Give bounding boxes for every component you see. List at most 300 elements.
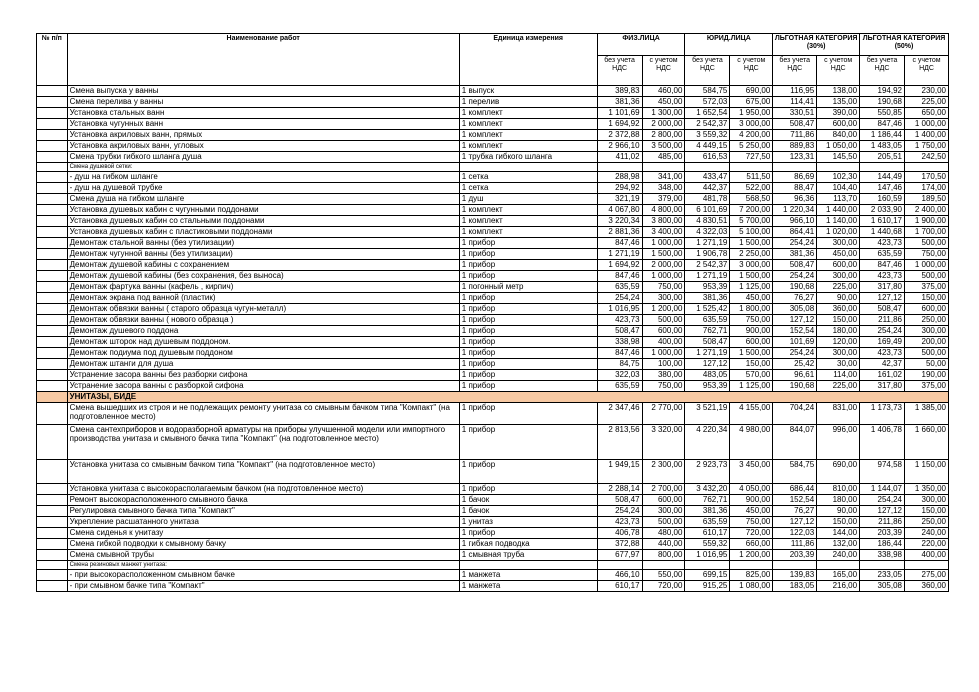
price-cell: 300,00 — [817, 238, 860, 249]
price-cell: 254,24 — [860, 495, 905, 506]
unit-cell: 1 комплект — [459, 130, 597, 141]
price-cell: 254,24 — [773, 348, 817, 359]
price-cell: 1 050,00 — [817, 141, 860, 152]
note-row — [37, 561, 949, 570]
price-cell: 442,37 — [685, 183, 730, 194]
note-text: Смена резиновых манжет унитаза: — [67, 561, 459, 570]
price-cell: 1 350,00 — [905, 484, 949, 495]
price-cell: 150,00 — [905, 506, 949, 517]
price-cell: 322,03 — [597, 370, 642, 381]
price-cell: 250,00 — [905, 517, 949, 528]
work-name: Демонтаж подиума под душевым поддоном — [67, 348, 459, 359]
unit-cell: 1 манжета — [459, 570, 597, 581]
unit-cell: 1 смывная труба — [459, 550, 597, 561]
price-cell: 86,69 — [773, 172, 817, 183]
price-cell: 1 125,00 — [730, 282, 773, 293]
price-cell: 180,00 — [817, 495, 860, 506]
table-row — [37, 539, 949, 550]
price-cell: 381,36 — [685, 293, 730, 304]
price-cell: 2 000,00 — [642, 119, 685, 130]
price-cell: 211,86 — [860, 315, 905, 326]
price-cell: 100,00 — [642, 359, 685, 370]
price-cell: 3 500,00 — [642, 141, 685, 152]
price-cell: 699,15 — [685, 570, 730, 581]
row-number — [37, 539, 68, 550]
price-cell: 7 200,00 — [730, 205, 773, 216]
unit-cell: 1 комплект — [459, 205, 597, 216]
price-cell: 135,00 — [817, 97, 860, 108]
header-without-vat: без учета НДС — [860, 56, 905, 86]
unit-cell: 1 прибор — [459, 260, 597, 271]
price-cell: 3 800,00 — [642, 216, 685, 227]
table-row — [37, 581, 949, 592]
price-cell: 1 906,78 — [685, 249, 730, 260]
price-cell: 1 200,00 — [730, 550, 773, 561]
price-cell: 4 220,34 — [685, 425, 730, 460]
unit-cell: 1 сетка — [459, 183, 597, 194]
work-name: Демонтаж фартука ванны (кафель , кирпич) — [67, 282, 459, 293]
price-cell: 450,00 — [730, 506, 773, 517]
price-cell: 5 700,00 — [730, 216, 773, 227]
work-name: - душ на гибком шланге — [67, 172, 459, 183]
price-cell: 675,00 — [730, 97, 773, 108]
price-cell: 127,12 — [773, 315, 817, 326]
empty-cell — [642, 561, 685, 570]
price-cell: 225,00 — [905, 97, 949, 108]
unit-cell: 1 комплект — [459, 216, 597, 227]
price-cell: 1 610,17 — [860, 216, 905, 227]
table-row — [37, 141, 949, 152]
price-cell: 380,00 — [642, 370, 685, 381]
header-no: № п/п — [37, 34, 68, 86]
price-cell: 4 050,00 — [730, 484, 773, 495]
work-name: Устранение засора ванны с разборкой сифона — [67, 381, 459, 392]
price-cell: 152,54 — [773, 326, 817, 337]
price-cell: 450,00 — [817, 249, 860, 260]
price-cell: 4 830,51 — [685, 216, 730, 227]
price-cell: 174,00 — [905, 183, 949, 194]
row-number — [37, 370, 68, 381]
empty-cell — [817, 561, 860, 570]
table-row — [37, 97, 949, 108]
price-cell: 4 155,00 — [730, 403, 773, 425]
table-row — [37, 550, 949, 561]
unit-cell: 1 прибор — [459, 326, 597, 337]
work-name: Смена сиденья к унитазу — [67, 528, 459, 539]
price-cell: 254,24 — [597, 506, 642, 517]
row-number — [37, 550, 68, 561]
price-cell: 2 700,00 — [642, 484, 685, 495]
price-cell: 4 067,80 — [597, 205, 642, 216]
price-cell: 127,12 — [860, 293, 905, 304]
unit-cell: 1 комплект — [459, 141, 597, 152]
price-cell: 440,00 — [642, 539, 685, 550]
price-cell: 1 400,00 — [905, 130, 949, 141]
price-cell: 341,00 — [642, 172, 685, 183]
price-cell: 559,32 — [685, 539, 730, 550]
table-row — [37, 249, 949, 260]
price-cell: 1 949,15 — [597, 460, 642, 484]
price-cell: 84,75 — [597, 359, 642, 370]
price-cell: 300,00 — [905, 495, 949, 506]
price-cell: 254,24 — [860, 326, 905, 337]
empty-cell — [730, 561, 773, 570]
price-cell: 485,00 — [642, 152, 685, 163]
price-cell: 3 450,00 — [730, 460, 773, 484]
price-cell: 205,51 — [860, 152, 905, 163]
price-cell: 375,00 — [905, 381, 949, 392]
empty-cell — [905, 163, 949, 172]
price-cell: 300,00 — [905, 326, 949, 337]
price-cell: 300,00 — [817, 348, 860, 359]
table-row — [37, 517, 949, 528]
price-cell: 375,00 — [905, 282, 949, 293]
price-cell: 42,37 — [860, 359, 905, 370]
price-cell: 1 271,19 — [597, 249, 642, 260]
section-title: УНИТАЗЫ, БИДЕ — [67, 392, 948, 403]
work-name: Демонтаж обвязки ванны ( старого образца чугун-металл) — [67, 304, 459, 315]
price-cell: 1 271,19 — [685, 238, 730, 249]
price-cell: 2 542,37 — [685, 260, 730, 271]
price-cell: 1 660,00 — [905, 425, 949, 460]
price-cell: 1 000,00 — [642, 348, 685, 359]
price-cell: 550,00 — [642, 570, 685, 581]
price-cell: 90,00 — [817, 506, 860, 517]
empty-cell — [905, 561, 949, 570]
work-name: Установка душевых кабин с чугунными поддонами — [67, 205, 459, 216]
work-name: Смена душа на гибком шланге — [67, 194, 459, 205]
row-number — [37, 392, 68, 403]
price-cell: 1 440,00 — [817, 205, 860, 216]
price-cell: 3 559,32 — [685, 130, 730, 141]
unit-cell: 1 комплект — [459, 108, 597, 119]
row-number — [37, 337, 68, 348]
price-cell: 600,00 — [642, 495, 685, 506]
price-cell: 568,50 — [730, 194, 773, 205]
price-cell: 847,46 — [597, 238, 642, 249]
price-cell: 305,08 — [860, 581, 905, 592]
empty-cell — [685, 163, 730, 172]
price-cell: 147,46 — [860, 183, 905, 194]
price-cell: 1 950,00 — [730, 108, 773, 119]
price-cell: 111,86 — [773, 539, 817, 550]
table-row — [37, 370, 949, 381]
work-name: Регулировка смывного бачка типа "Компакт" — [67, 506, 459, 517]
price-cell: 190,68 — [860, 97, 905, 108]
row-number — [37, 183, 68, 194]
price-cell: 120,00 — [817, 337, 860, 348]
work-name: Смена сантехприборов и водоразборной арматуры на приборы улучшенной модели или импортного производства унитаза и смывного бачка типа "Компакт" (на подготовленное место) — [67, 425, 459, 460]
header-group-30: ЛЬГОТНАЯ КАТЕГОРИЯ (30%) — [773, 34, 860, 56]
unit-cell: 1 выпуск — [459, 86, 597, 97]
price-cell: 1 000,00 — [905, 260, 949, 271]
price-cell: 1 016,95 — [597, 304, 642, 315]
price-cell: 317,80 — [860, 282, 905, 293]
row-number — [37, 581, 68, 592]
price-cell: 600,00 — [817, 119, 860, 130]
price-cell: 190,68 — [773, 282, 817, 293]
table-row — [37, 194, 949, 205]
price-cell: 900,00 — [730, 326, 773, 337]
work-name: Установка акриловых ванн, прямых — [67, 130, 459, 141]
price-cell: 101,69 — [773, 337, 817, 348]
row-number — [37, 326, 68, 337]
price-cell: 508,47 — [685, 337, 730, 348]
price-cell: 90,00 — [817, 293, 860, 304]
table-row — [37, 108, 949, 119]
price-cell: 750,00 — [642, 282, 685, 293]
price-cell: 189,50 — [905, 194, 949, 205]
price-cell: 481,78 — [685, 194, 730, 205]
work-name: Демонтаж стальной ванны (без утилизации) — [67, 238, 459, 249]
price-cell: 132,00 — [817, 539, 860, 550]
unit-cell: 1 сетка — [459, 172, 597, 183]
price-cell: 2 033,90 — [860, 205, 905, 216]
price-cell: 203,39 — [860, 528, 905, 539]
work-name: Демонтаж экрана под ванной (пластик) — [67, 293, 459, 304]
price-cell: 4 200,00 — [730, 130, 773, 141]
price-cell: 889,83 — [773, 141, 817, 152]
price-cell: 635,59 — [685, 517, 730, 528]
work-name: Установка унитаза со смывным бачком типа "Компакт" (на подготовленное место) — [67, 460, 459, 484]
row-number — [37, 570, 68, 581]
table-row — [37, 227, 949, 238]
price-cell: 76,27 — [773, 293, 817, 304]
unit-cell: 1 прибор — [459, 348, 597, 359]
price-cell: 220,00 — [905, 539, 949, 550]
work-name: Установка акриловых ванн, угловых — [67, 141, 459, 152]
price-cell: 180,00 — [817, 326, 860, 337]
price-cell: 483,05 — [685, 370, 730, 381]
row-number — [37, 495, 68, 506]
price-cell: 76,27 — [773, 506, 817, 517]
price-cell: 953,39 — [685, 381, 730, 392]
price-cell: 300,00 — [642, 506, 685, 517]
price-cell: 145,50 — [817, 152, 860, 163]
table-row — [37, 152, 949, 163]
price-cell: 433,47 — [685, 172, 730, 183]
price-cell: 915,25 — [685, 581, 730, 592]
price-cell: 123,31 — [773, 152, 817, 163]
price-cell: 104,40 — [817, 183, 860, 194]
row-number — [37, 260, 68, 271]
row-number — [37, 97, 68, 108]
row-number — [37, 238, 68, 249]
price-cell: 194,92 — [860, 86, 905, 97]
price-cell: 360,00 — [905, 581, 949, 592]
table-row — [37, 570, 949, 581]
price-cell: 1 271,19 — [685, 271, 730, 282]
price-cell: 338,98 — [860, 550, 905, 561]
table-row — [37, 130, 949, 141]
price-cell: 974,58 — [860, 460, 905, 484]
price-cell: 96,36 — [773, 194, 817, 205]
unit-cell: 1 прибор — [459, 425, 597, 460]
price-cell: 321,19 — [597, 194, 642, 205]
table-row — [37, 293, 949, 304]
empty-cell — [642, 163, 685, 172]
row-number — [37, 403, 68, 425]
price-cell: 466,10 — [597, 570, 642, 581]
price-cell: 1 125,00 — [730, 381, 773, 392]
row-number — [37, 152, 68, 163]
work-name: - душ на душевой трубке — [67, 183, 459, 194]
table-row — [37, 271, 949, 282]
row-number — [37, 119, 68, 130]
price-cell: 240,00 — [817, 550, 860, 561]
price-cell: 847,46 — [597, 271, 642, 282]
unit-cell: 1 манжета — [459, 581, 597, 592]
header-without-vat: без учета НДС — [597, 56, 642, 86]
price-cell: 650,00 — [905, 108, 949, 119]
price-cell: 2 923,73 — [685, 460, 730, 484]
table-row — [37, 484, 949, 495]
unit-cell: 1 душ — [459, 194, 597, 205]
price-cell: 1 186,44 — [860, 130, 905, 141]
price-cell: 102,30 — [817, 172, 860, 183]
row-number — [37, 271, 68, 282]
price-cell: 1 220,34 — [773, 205, 817, 216]
price-cell: 4 449,15 — [685, 141, 730, 152]
price-cell: 600,00 — [817, 260, 860, 271]
price-cell: 711,86 — [773, 130, 817, 141]
price-cell: 2 250,00 — [730, 249, 773, 260]
price-table — [36, 33, 949, 592]
table-row — [37, 304, 949, 315]
price-cell: 750,00 — [730, 315, 773, 326]
price-cell: 203,39 — [773, 550, 817, 561]
row-number — [37, 205, 68, 216]
unit-cell: 1 унитаз — [459, 517, 597, 528]
unit-cell: 1 прибор — [459, 293, 597, 304]
price-cell: 727,50 — [730, 152, 773, 163]
price-cell: 423,73 — [597, 517, 642, 528]
row-number — [37, 130, 68, 141]
table-row — [37, 381, 949, 392]
price-cell: 3 432,20 — [685, 484, 730, 495]
header-with-vat: с учетом НДС — [730, 56, 773, 86]
price-cell: 500,00 — [642, 517, 685, 528]
unit-cell: 1 прибор — [459, 337, 597, 348]
note-row — [37, 163, 949, 172]
price-cell: 953,39 — [685, 282, 730, 293]
price-cell: 161,02 — [860, 370, 905, 381]
row-number — [37, 348, 68, 359]
price-cell: 169,49 — [860, 337, 905, 348]
price-cell: 500,00 — [905, 348, 949, 359]
header-group-jur: ЮРИД.ЛИЦА — [685, 34, 773, 56]
price-cell: 690,00 — [817, 460, 860, 484]
price-cell: 381,36 — [773, 249, 817, 260]
price-cell: 288,98 — [597, 172, 642, 183]
price-cell: 1 800,00 — [730, 304, 773, 315]
unit-cell: 1 погонный метр — [459, 282, 597, 293]
empty-cell — [730, 163, 773, 172]
price-cell: 686,44 — [773, 484, 817, 495]
price-cell: 240,00 — [905, 528, 949, 539]
price-cell: 3 400,00 — [642, 227, 685, 238]
table-row — [37, 337, 949, 348]
work-name: Демонтаж шторок над душевым поддоном. — [67, 337, 459, 348]
price-cell: 400,00 — [905, 550, 949, 561]
price-cell: 500,00 — [642, 315, 685, 326]
header-with-vat: с учетом НДС — [642, 56, 685, 86]
price-cell: 225,00 — [817, 381, 860, 392]
price-cell: 381,36 — [685, 506, 730, 517]
work-name: Смена смывной трубы — [67, 550, 459, 561]
price-cell: 338,98 — [597, 337, 642, 348]
price-cell: 572,03 — [685, 97, 730, 108]
row-number — [37, 293, 68, 304]
price-cell: 1 700,00 — [905, 227, 949, 238]
price-cell: 170,50 — [905, 172, 949, 183]
price-cell: 186,44 — [860, 539, 905, 550]
price-cell: 522,00 — [730, 183, 773, 194]
price-cell: 1 016,95 — [685, 550, 730, 561]
price-cell: 152,54 — [773, 495, 817, 506]
price-cell: 1 525,42 — [685, 304, 730, 315]
price-cell: 4 322,03 — [685, 227, 730, 238]
table-row — [37, 326, 949, 337]
empty-cell — [817, 163, 860, 172]
row-number — [37, 172, 68, 183]
price-cell: 720,00 — [642, 581, 685, 592]
price-cell: 550,85 — [860, 108, 905, 119]
price-cell: 127,12 — [773, 517, 817, 528]
price-cell: 2 400,00 — [905, 205, 949, 216]
row-number — [37, 108, 68, 119]
work-name: Демонтаж штанги для душа — [67, 359, 459, 370]
table-row — [37, 260, 949, 271]
price-cell: 610,17 — [597, 581, 642, 592]
table-row — [37, 86, 949, 97]
price-cell: 660,00 — [730, 539, 773, 550]
price-cell: 372,88 — [597, 539, 642, 550]
empty-cell — [459, 163, 597, 172]
row-number — [37, 460, 68, 484]
price-cell: 5 250,00 — [730, 141, 773, 152]
row-number — [37, 249, 68, 260]
price-cell: 1 080,00 — [730, 581, 773, 592]
price-cell: 762,71 — [685, 326, 730, 337]
price-cell: 480,00 — [642, 528, 685, 539]
price-cell: 2 966,10 — [597, 141, 642, 152]
price-cell: 750,00 — [905, 249, 949, 260]
price-cell: 211,86 — [860, 517, 905, 528]
price-cell: 1 500,00 — [730, 271, 773, 282]
price-cell: 390,00 — [817, 108, 860, 119]
price-cell: 2 813,56 — [597, 425, 642, 460]
price-cell: 847,46 — [860, 260, 905, 271]
price-cell: 460,00 — [642, 86, 685, 97]
price-cell: 810,00 — [817, 484, 860, 495]
price-cell: 4 800,00 — [642, 205, 685, 216]
price-cell: 690,00 — [730, 86, 773, 97]
price-cell: 864,41 — [773, 227, 817, 238]
price-cell: 508,47 — [597, 326, 642, 337]
price-cell: 1 652,54 — [685, 108, 730, 119]
price-cell: 996,00 — [817, 425, 860, 460]
work-name: Установка унитаза с высокорасполагаемым бачком (на подготовленное место) — [67, 484, 459, 495]
table-row — [37, 315, 949, 326]
price-cell: 2 800,00 — [642, 130, 685, 141]
price-cell: 305,08 — [773, 304, 817, 315]
price-cell: 3 000,00 — [730, 119, 773, 130]
price-cell: 500,00 — [905, 238, 949, 249]
header-group-phys: ФИЗ.ЛИЦА — [597, 34, 685, 56]
price-cell: 825,00 — [730, 570, 773, 581]
price-cell: 508,47 — [860, 304, 905, 315]
